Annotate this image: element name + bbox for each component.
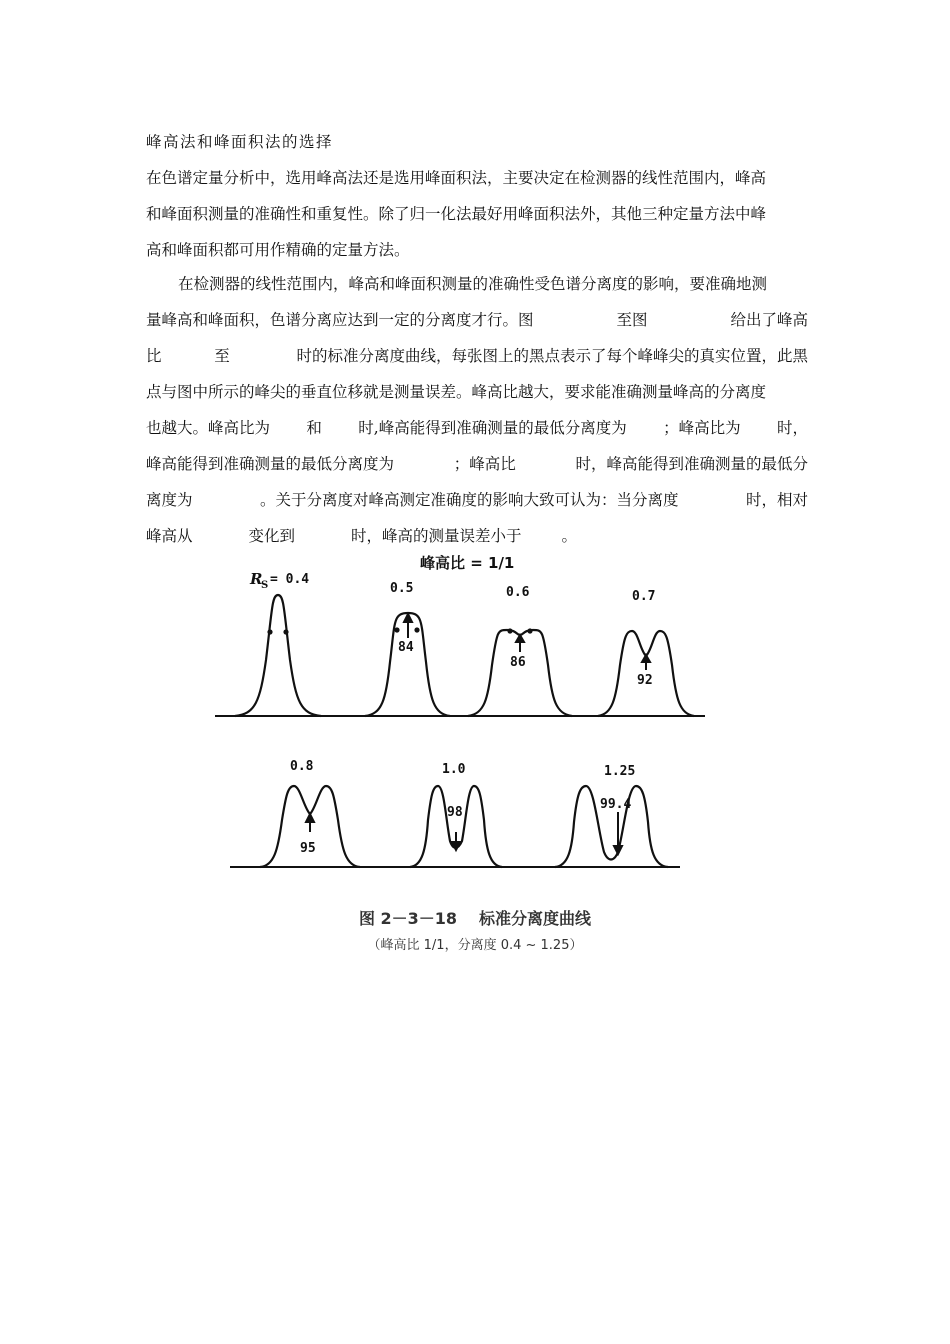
line-segment: 。关于分离度对峰高测定准确度的影响大致可认为：当分离度 — [259, 491, 679, 509]
value-label-99.4: 99.4 — [600, 797, 632, 812]
paragraph-line — [146, 482, 808, 518]
apex-dot — [507, 628, 512, 633]
apex-dot — [527, 628, 532, 633]
apex-dot — [267, 629, 272, 634]
apex-dot — [414, 627, 419, 632]
rs-label-1.0: 1.0 — [442, 762, 466, 777]
line-segment: ；峰高比为 — [663, 419, 741, 437]
value-label-84: 84 — [398, 640, 414, 655]
paragraph-line — [146, 410, 808, 446]
paragraph-1 — [146, 160, 808, 268]
rs-label-1.25: 1.25 — [604, 764, 636, 779]
paragraph-line: 和峰面积测量的准确性和重复性。除了归一化法最好用峰面积法外，其他三种定量方法中峰 — [146, 205, 767, 223]
value-label-98: 98 — [447, 805, 463, 820]
rs-label-0.4: = 0.4 — [270, 572, 310, 587]
rs-label-0.8: 0.8 — [290, 759, 314, 774]
line-segment: 和 — [306, 419, 322, 437]
paragraph-line — [146, 302, 808, 338]
value-label-95: 95 — [300, 841, 316, 856]
paragraph-line: 高和峰面积都可用作精确的定量方法。 — [146, 241, 410, 259]
line-segment: 至 — [214, 347, 230, 365]
line-segment: 峰高从 — [146, 527, 193, 545]
line-segment: 也越大。峰高比为 — [146, 419, 271, 437]
figure-caption — [0, 906, 950, 929]
paragraph-line: 在色谱定量分析中，选用峰高法还是选用峰面积法，主要决定在检测器的线性范围内，峰高 — [146, 169, 767, 187]
line-segment: 离度为 — [146, 491, 193, 509]
figure-title: 峰高比 = 1/1 — [420, 554, 515, 572]
figure-caption-title: 标准分离度曲线 — [479, 909, 592, 928]
paragraph-line: 点与图中所示的峰尖的垂直位移就是测量误差。峰高比越大，要求能准确测量峰高的分离度 — [146, 383, 767, 401]
figure-svg — [200, 550, 720, 880]
line-segment: 时,峰高能得到准确测量的最低分离度为 — [358, 419, 627, 437]
resolution-curves-figure — [200, 550, 720, 880]
line-segment: 峰高能得到准确测量的最低分离度为 — [146, 455, 395, 473]
line-segment: ；峰高比 — [453, 455, 516, 473]
line-segment: 变化到 — [248, 527, 296, 545]
line-segment: 。 — [561, 527, 578, 545]
rs-label-0.7: 0.7 — [632, 589, 656, 604]
rs-label-0.5: 0.5 — [390, 581, 414, 596]
apex-dot — [283, 629, 288, 634]
line-segment: 至图 — [616, 311, 648, 329]
line-segment: 时，峰高能得到准确测量的最低分 — [575, 455, 808, 473]
figure-number: 图 2－3－18 — [358, 909, 458, 928]
line-segment: 时，相对 — [745, 491, 808, 509]
value-label-92: 92 — [637, 673, 653, 688]
rs-symbol: R — [250, 570, 263, 588]
peak-curve-rs-1.0 — [410, 786, 502, 867]
apex-dot — [394, 627, 399, 632]
line-segment: 时， — [776, 419, 808, 437]
arrow-markers — [306, 614, 650, 854]
section-heading: 峰高法和峰面积法的选择 — [146, 133, 334, 151]
paragraph-2 — [146, 266, 808, 554]
line-segment: 给出了峰高 — [730, 311, 808, 329]
rs-subscript: S — [261, 580, 269, 591]
peak-curve-rs-0.4 — [235, 595, 321, 716]
line-segment: 时的标准分离度曲线，每张图上的黑点表示了每个峰峰尖的真实位置，此黑 — [296, 347, 808, 365]
line-segment: 量峰高和峰面积，色谱分离应达到一定的分离度才行。图 — [146, 311, 534, 329]
figure-subcaption: （峰高比 1/1，分离度 0.4 ~ 1.25） — [367, 938, 583, 953]
value-label-86: 86 — [510, 655, 526, 670]
paragraph-line — [146, 338, 808, 374]
line-segment: 时，峰高的测量误差小于 — [351, 527, 522, 545]
line-segment: 比 — [146, 347, 162, 365]
paragraph-line — [146, 518, 808, 554]
paragraph-line — [146, 446, 808, 482]
rs-label-0.6: 0.6 — [506, 585, 530, 600]
paragraph-line — [146, 266, 808, 302]
line-segment: 在检测器的线性范围内，峰高和峰面积测量的准确性受色谱分离度的影响，要准确地测 — [178, 275, 768, 293]
